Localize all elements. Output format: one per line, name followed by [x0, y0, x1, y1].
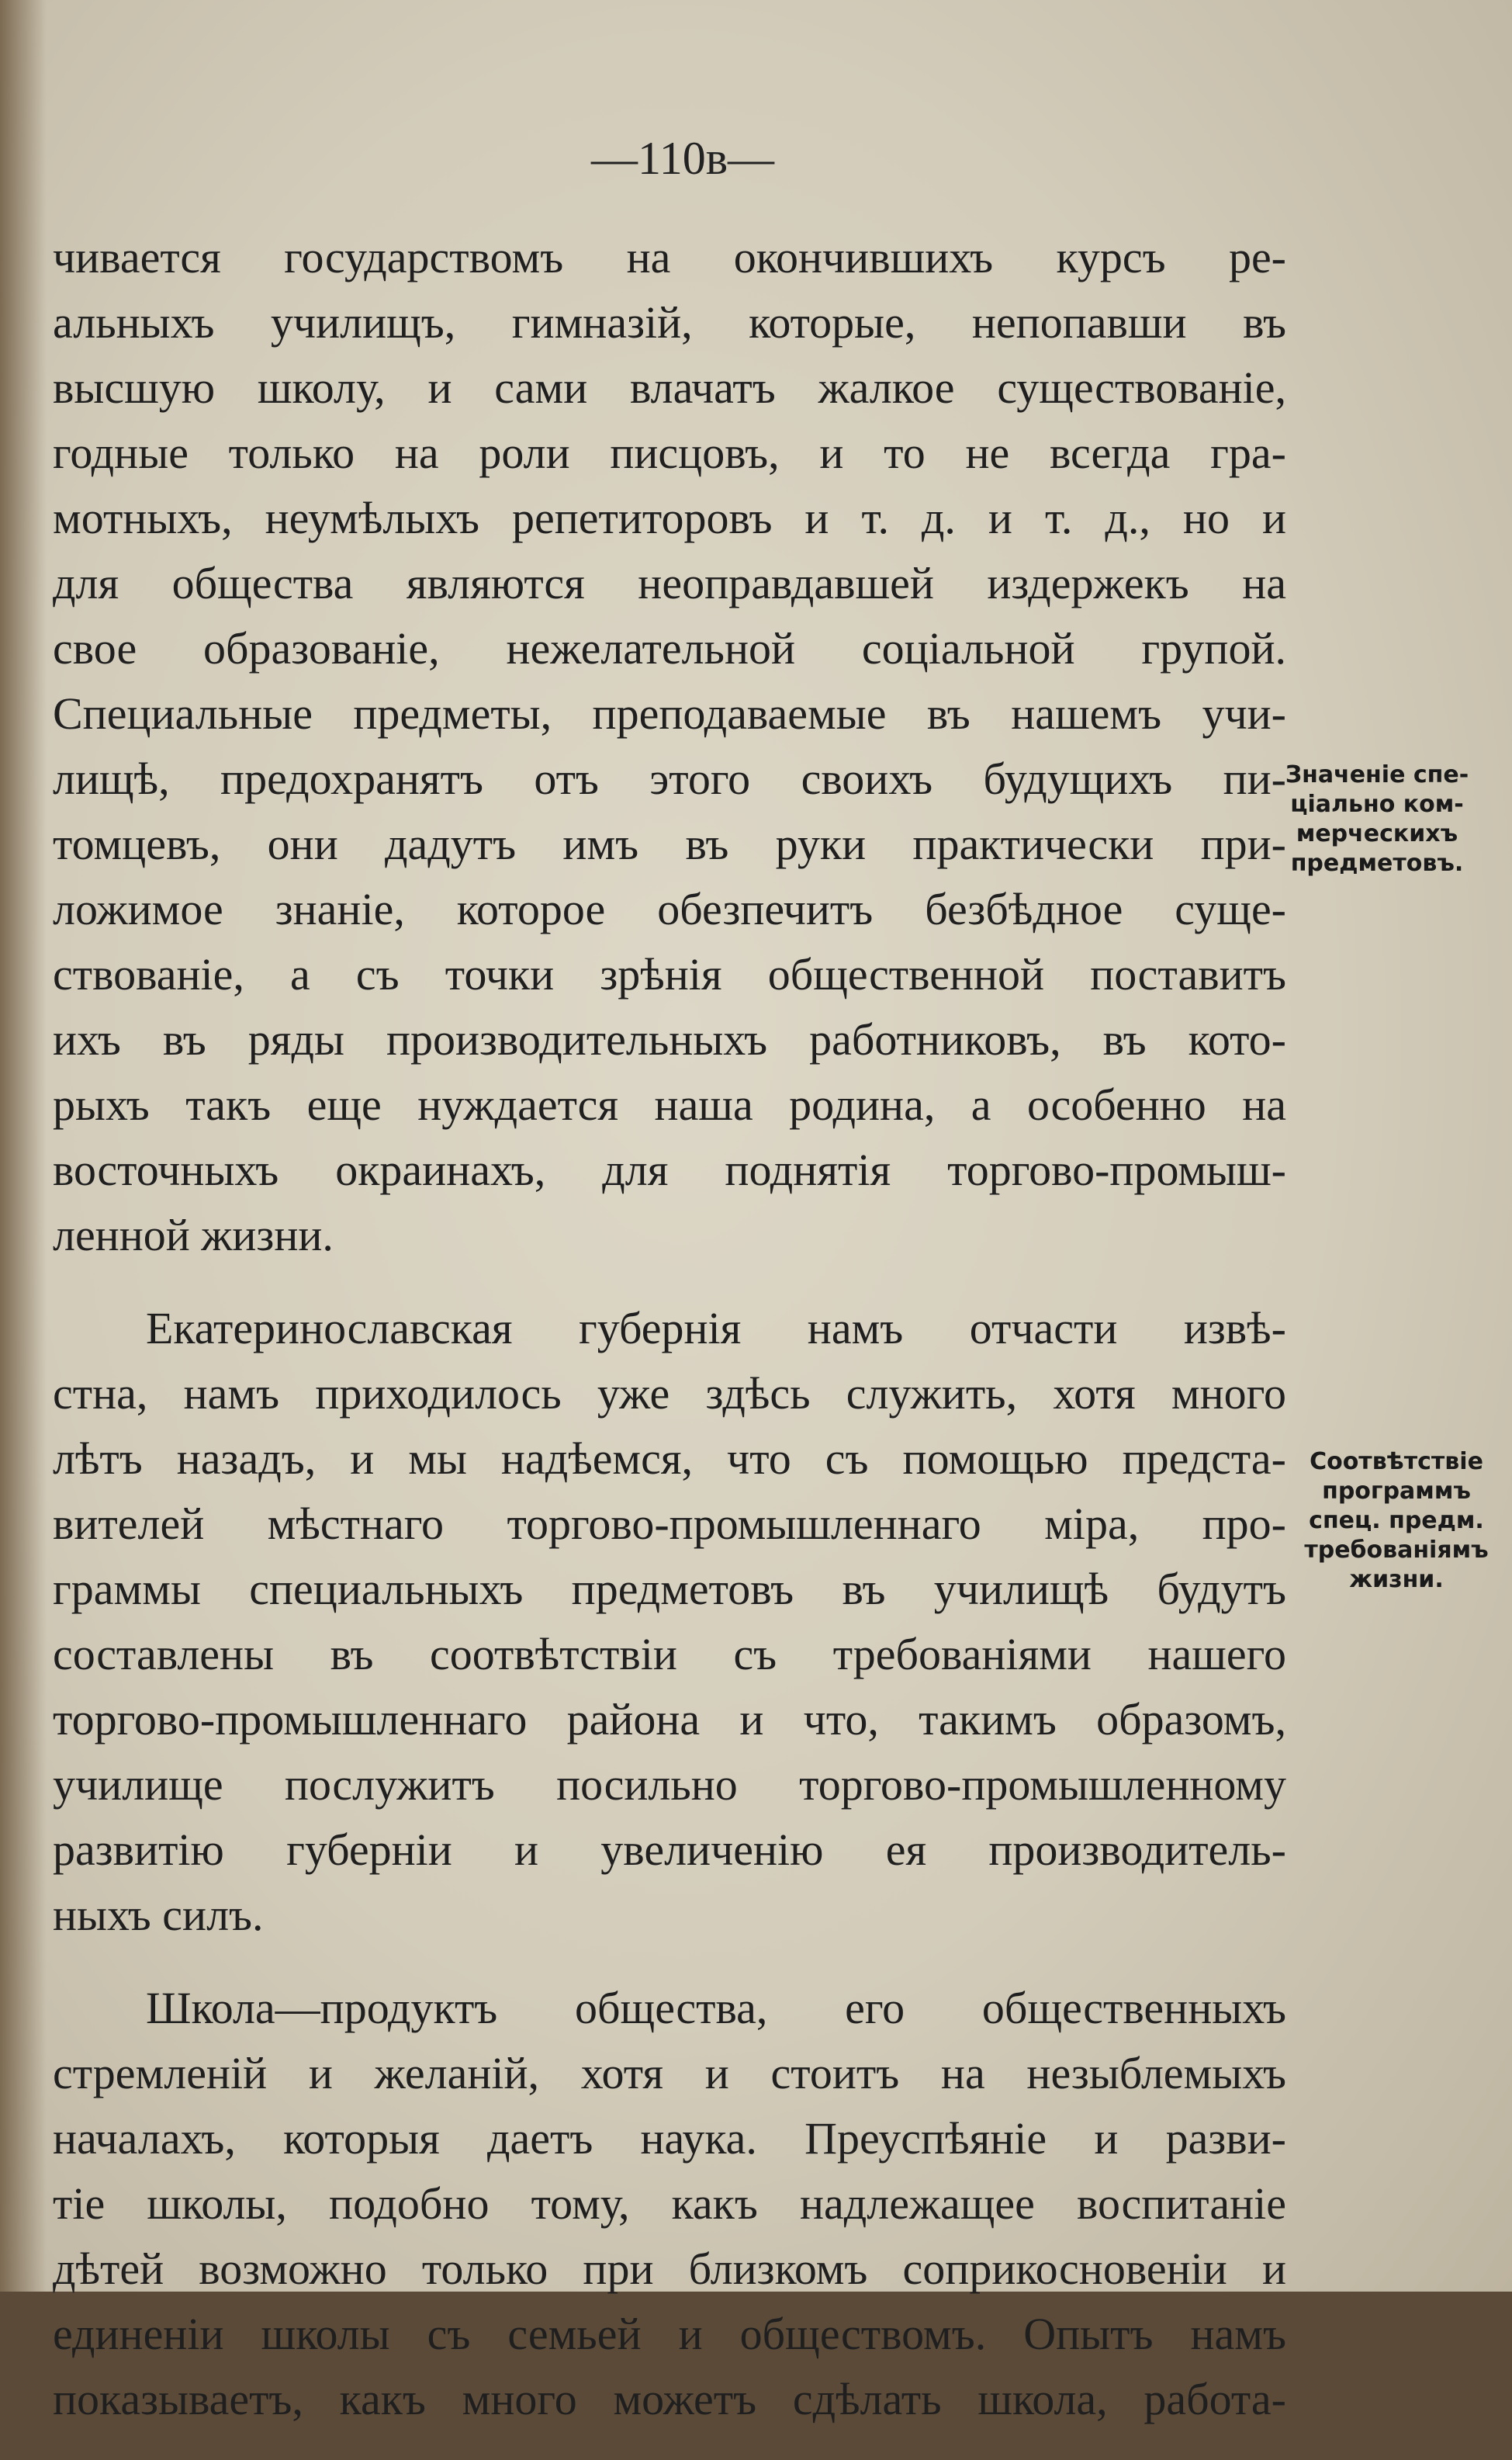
text-line: ствованіе, а съ точки зрѣнія общественной поставитъ: [53, 949, 1286, 1000]
text-line: рыхъ такъ еще нуждается наша родина, а особенно на: [53, 1079, 1286, 1130]
text-line: томцевъ, они дадутъ имъ въ руки практически при-: [53, 819, 1286, 869]
paragraph-3: [53, 1976, 1286, 2432]
text-line: альныхъ училищъ, гимназій, которые, непопавши въ: [53, 297, 1286, 348]
text-line: для общества являются неоправдавшей издержекъ на: [53, 558, 1286, 608]
text-line: составлены въ соотвѣтствіи съ требованіями нашего: [53, 1629, 1286, 1679]
text-line: ихъ въ ряды производительныхъ работниковъ, въ кото-: [53, 1014, 1286, 1065]
text-line: ложимое знаніе, которое обезпечитъ безбѣдное суще-: [53, 884, 1286, 934]
text-line: торгово-промышленнаго района и что, такимъ образомъ,: [53, 1694, 1286, 1745]
text-line: высшую школу, и сами влачатъ жалкое существованіе,: [53, 362, 1286, 413]
margin-note-line: программъ: [1322, 1478, 1471, 1505]
text-line: тіе школы, подобно тому, какъ надлежащее воспитаніе: [53, 2178, 1286, 2229]
text-line: началахъ, которыя даетъ наука. Преуспѣяніе и разви-: [53, 2113, 1286, 2164]
text-line: свое образованіе, нежелательной соціальной групой.: [53, 623, 1286, 674]
text-line: стна, намъ приходилось уже здѣсь служить, хотя много: [53, 1368, 1286, 1419]
margin-note-line: жизни.: [1349, 1566, 1444, 1593]
text-line: показываетъ, какъ много можетъ сдѣлать школа, работа-: [53, 2374, 1286, 2424]
text-line: Специальные предметы, преподаваемые въ нашемъ учи-: [53, 688, 1286, 739]
text-line: граммы специальныхъ предметовъ въ училищѣ будутъ: [53, 1564, 1286, 1614]
text-line: лѣтъ назадъ, и мы надѣемся, что съ помощью предста-: [53, 1433, 1286, 1484]
text-line: развитію губерніи и увеличенію ея производитель-: [53, 1824, 1286, 1875]
text-line: годные только на роли писцовъ, и то не всегда гра-: [53, 428, 1286, 478]
margin-note-correspondence: [1288, 1447, 1505, 1595]
margin-note-significance: [1276, 761, 1478, 878]
margin-note-line: предметовъ.: [1290, 850, 1464, 877]
text-line: мотныхъ, неумѣлыхъ репетиторовъ и т. д. и т. д., но и: [53, 493, 1286, 543]
margin-note-line: требованіямъ: [1304, 1537, 1489, 1564]
text-line: восточныхъ окраинахъ, для поднятія торгово-промыш-: [53, 1145, 1286, 1195]
margin-note-line: мерческихъ: [1296, 820, 1458, 847]
margin-note-line: Значеніе спе-: [1285, 761, 1469, 788]
paragraph-1: [53, 225, 1286, 1268]
page-number: —110в—: [590, 133, 775, 184]
text-line: чивается государствомъ на окончившихъ курсъ ре-: [53, 232, 1286, 282]
margin-note-line: спец. предм.: [1309, 1507, 1484, 1534]
body-text: [53, 225, 1286, 2460]
text-line: стремленій и желаній, хотя и стоитъ на незыблемыхъ: [53, 2048, 1286, 2098]
text-line: единеніи школы съ семьей и обществомъ. Опытъ намъ: [53, 2309, 1286, 2359]
page-binding-shadow: [0, 0, 47, 2292]
text-line: училище послужитъ посильно торгово-промышленному: [53, 1759, 1286, 1810]
text-line: вителей мѣстнаго торгово-промышленнаго міра, про-: [53, 1499, 1286, 1549]
paragraph-2: [53, 1296, 1286, 1948]
text-line: Школа—продуктъ общества, его общественныхъ: [146, 1983, 1286, 2033]
margin-note-line: Соотвѣтствіе: [1310, 1448, 1483, 1475]
margin-note-line: ціально ком-: [1290, 791, 1464, 818]
text-line: Екатеринославская губернія намъ отчасти извѣ-: [146, 1303, 1286, 1353]
text-line: дѣтей возможно только при близкомъ соприкосновеніи и: [53, 2243, 1286, 2294]
text-line: лищѣ, предохранятъ отъ этого своихъ будущихъ пи-: [53, 754, 1286, 804]
text-line: ныхъ силъ.: [53, 1890, 264, 1940]
text-line: ленной жизни.: [53, 1210, 334, 1260]
